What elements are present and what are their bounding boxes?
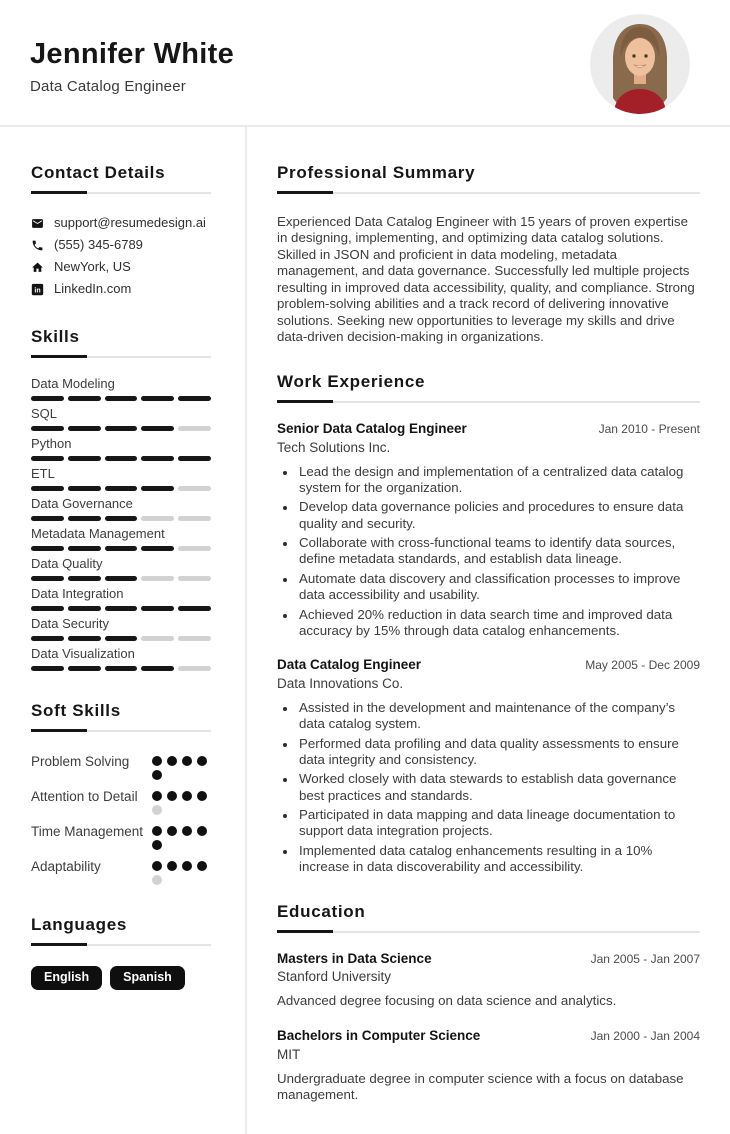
language-badge: Spanish — [110, 966, 185, 990]
contact-row-email — [31, 215, 211, 231]
skill-bar-segment — [178, 456, 211, 461]
skill-label: Metadata Management — [31, 526, 165, 541]
job-bullet-list — [277, 700, 700, 875]
summary-heading: Professional Summary — [277, 163, 700, 194]
soft-skill-item — [31, 752, 211, 780]
languages-section — [31, 915, 211, 990]
bullet-item: • Develop data governance policies and procedures to ensure data quality and security. — [297, 499, 700, 532]
rating-dot — [152, 805, 162, 815]
rating-dot — [152, 826, 162, 836]
rating-dot — [152, 840, 162, 850]
soft-skill-item — [31, 822, 211, 850]
skill-bar-segment — [68, 486, 101, 491]
skill-bar-segment — [31, 456, 64, 461]
skill-bar-segment — [31, 546, 64, 551]
education-header — [277, 951, 700, 968]
skill-bar-segment — [31, 396, 64, 401]
skill-bar-segment — [178, 396, 211, 401]
contact-email-text: support@resumedesign.ai — [54, 215, 206, 230]
education-header — [277, 1028, 700, 1045]
education-description: Undergraduate degree in computer science with a focus on database management. — [277, 1070, 684, 1103]
email-icon — [31, 217, 44, 230]
skill-bar-segment — [31, 606, 64, 611]
contact-section — [31, 163, 211, 297]
skill-bar-segment — [68, 546, 101, 551]
skill-bar-segment — [178, 636, 211, 641]
rating-dot — [197, 861, 207, 871]
skill-bar-segment — [68, 606, 101, 611]
skill-bar-segment — [31, 636, 64, 641]
skill-bar-segment — [105, 666, 138, 671]
skill-bar — [31, 636, 211, 641]
skill-item — [31, 406, 211, 431]
soft-skill-item — [31, 857, 211, 885]
school-name: Stanford University — [277, 969, 392, 985]
skill-bar-segment — [141, 396, 174, 401]
education-entry — [277, 951, 700, 1010]
skill-label: ETL — [31, 466, 55, 481]
profile-photo — [590, 14, 690, 114]
skill-bar-segment — [68, 636, 101, 641]
skill-bar-segment — [105, 486, 138, 491]
bullet-item: • Collaborate with cross-functional teams to identify data sources, define metadata standards, and establish data lineage. — [297, 535, 700, 568]
skill-label: Data Integration — [31, 586, 124, 601]
rating-dot — [167, 791, 177, 801]
soft-skill-label: Adaptability — [31, 859, 101, 874]
skill-bar-segment — [68, 456, 101, 461]
skill-bar-segment — [68, 576, 101, 581]
languages-heading: Languages — [31, 915, 211, 946]
rating-dot — [197, 756, 207, 766]
skill-item — [31, 586, 211, 611]
bullet-item: • Automate data discovery and classification processes to improve data accessibility and usability. — [297, 571, 700, 604]
skill-label: Data Governance — [31, 496, 133, 511]
main-column — [247, 127, 730, 1134]
skill-bar-segment — [105, 456, 138, 461]
skill-bar-segment — [68, 666, 101, 671]
bullet-item: • Implemented data catalog enhancements resulting in a 10% increase in data discoverability and accessibility. — [297, 843, 700, 876]
rating-dot — [167, 861, 177, 871]
degree-title: Bachelors in Computer Science — [277, 1027, 481, 1043]
skill-bar-segment — [141, 516, 174, 521]
soft-skill-item — [31, 787, 211, 815]
job-dates: May 2005 - Dec 2009 — [585, 658, 700, 673]
skill-label: Python — [31, 436, 72, 451]
skill-item — [31, 526, 211, 551]
bullet-item: • Lead the design and implementation of a centralized data catalog system for the organization. — [297, 464, 700, 497]
skills-heading: Skills — [31, 327, 211, 358]
skill-bar-segment — [141, 546, 174, 551]
skill-bar — [31, 546, 211, 551]
bullet-item: • Performed data profiling and data quality assessments to ensure data integrity and consistency. — [297, 736, 700, 769]
skill-bar — [31, 516, 211, 521]
contact-row-location — [31, 259, 211, 275]
contact-linkedin-text: LinkedIn.com — [54, 281, 132, 296]
skill-bar-segment — [31, 666, 64, 671]
contact-row-phone — [31, 237, 211, 253]
school-name: MIT — [277, 1046, 301, 1062]
skill-bar — [31, 576, 211, 581]
soft-skills-section — [31, 701, 211, 885]
resume-header — [0, 0, 730, 127]
rating-dot — [152, 770, 162, 780]
skills-section — [31, 327, 211, 671]
skills-list — [31, 376, 211, 671]
job-bullet-list — [277, 464, 700, 639]
job-title: Senior Data Catalog Engineer — [277, 420, 467, 436]
skill-bar — [31, 396, 211, 401]
skill-bar-segment — [68, 396, 101, 401]
rating-dot — [152, 756, 162, 766]
education-description: Advanced degree focusing on data science and analytics. — [277, 993, 617, 1009]
job-company: Tech Solutions Inc. — [277, 439, 391, 455]
contact-row-linkedin — [31, 281, 211, 297]
rating-dot — [167, 756, 177, 766]
skill-item — [31, 436, 211, 461]
skill-bar-segment — [105, 636, 138, 641]
skill-bar — [31, 456, 211, 461]
summary-section — [277, 163, 700, 346]
skill-bar-segment — [105, 396, 138, 401]
job-company: Data Innovations Co. — [277, 676, 404, 692]
languages-list — [31, 966, 211, 990]
skill-bar-segment — [141, 426, 174, 431]
rating-dot — [197, 826, 207, 836]
skill-bar — [31, 666, 211, 671]
skill-bar-segment — [178, 486, 211, 491]
rating-dot — [182, 861, 192, 871]
bullet-item: • Worked closely with data stewards to establish data governance best practices and standards. — [297, 771, 700, 804]
skill-bar-segment — [141, 606, 174, 611]
rating-dot — [152, 861, 162, 871]
skill-bar — [31, 426, 211, 431]
bullet-item: • Assisted in the development and maintenance of the company’s data catalog system. — [297, 700, 700, 733]
soft-skill-label: Attention to Detail — [31, 789, 138, 804]
skill-bar-segment — [31, 516, 64, 521]
experience-section — [277, 372, 700, 876]
skill-bar-segment — [105, 546, 138, 551]
education-entry — [277, 1028, 700, 1104]
job-header — [277, 421, 700, 438]
job-entry — [277, 421, 700, 639]
soft-skill-dots — [152, 752, 210, 780]
education-dates: Jan 2000 - Jan 2004 — [590, 1028, 700, 1043]
contact-location-text: NewYork, US — [54, 259, 131, 274]
svg-text:in: in — [34, 286, 41, 294]
rating-dot — [182, 826, 192, 836]
person-name: Jennifer White — [30, 38, 234, 70]
skill-bar-segment — [68, 516, 101, 521]
rating-dot — [167, 826, 177, 836]
skill-bar-segment — [178, 426, 211, 431]
content-columns — [0, 127, 730, 1134]
soft-skill-dots — [152, 787, 210, 815]
contact-heading: Contact Details — [31, 163, 211, 194]
skill-bar-segment — [105, 576, 138, 581]
bullet-item: • Achieved 20% reduction in data search time and improved data accuracy by 15% through data catalog enhancements. — [297, 607, 700, 640]
skill-bar-segment — [105, 516, 138, 521]
job-entry — [277, 657, 700, 875]
soft-skill-dots — [152, 857, 210, 885]
skill-label: Data Visualization — [31, 646, 135, 661]
skill-item — [31, 646, 211, 671]
skill-bar-segment — [141, 456, 174, 461]
linkedin-icon — [31, 283, 44, 296]
education-heading: Education — [277, 902, 700, 933]
job-dates: Jan 2010 - Present — [598, 421, 700, 436]
skill-bar-segment — [105, 426, 138, 431]
skill-bar-segment — [31, 486, 64, 491]
phone-icon — [31, 239, 44, 252]
skill-bar — [31, 606, 211, 611]
rating-dot — [182, 756, 192, 766]
soft-skill-dots — [152, 822, 210, 850]
skill-bar-segment — [178, 516, 211, 521]
sidebar — [0, 127, 247, 1134]
skill-item — [31, 376, 211, 401]
home-icon — [31, 261, 44, 274]
skill-label: Data Quality — [31, 556, 103, 571]
skill-bar-segment — [105, 606, 138, 611]
skill-bar-segment — [141, 486, 174, 491]
soft-skills-heading: Soft Skills — [31, 701, 211, 732]
bullet-item: • Participated in data mapping and data lineage documentation to support data integration projects. — [297, 807, 700, 840]
summary-text: Experienced Data Catalog Engineer with 15 years of proven expertise in designing, implementing, and optimizing data catalog solutions. Skilled in JSON and proficient in data modeling, metadata management, and data governance. Successfully led multiple projects resulting in improved data accessibility, quality, and compliance. Strong problem-solving abilities and a track record of delivering innovative solutions. Seeking new opportunities to leverage my skills and drive data-driven decision-making in organizations. — [277, 214, 695, 345]
skill-bar-segment — [178, 606, 211, 611]
identity-block — [30, 14, 234, 95]
skill-item — [31, 556, 211, 581]
experience-heading: Work Experience — [277, 372, 700, 403]
skill-bar — [31, 486, 211, 491]
skill-item — [31, 496, 211, 521]
education-dates: Jan 2005 - Jan 2007 — [590, 951, 700, 966]
skill-item — [31, 616, 211, 641]
contact-phone-text: (555) 345-6789 — [54, 237, 143, 252]
skill-bar-segment — [178, 666, 211, 671]
job-title: Data Catalog Engineer — [277, 657, 422, 673]
education-section — [277, 902, 700, 1105]
rating-dot — [182, 791, 192, 801]
contact-list — [31, 215, 211, 297]
skill-item — [31, 466, 211, 491]
skill-bar-segment — [31, 576, 64, 581]
skill-label: Data Modeling — [31, 376, 115, 391]
person-job-title: Data Catalog Engineer — [30, 78, 186, 95]
rating-dot — [152, 791, 162, 801]
skill-bar-segment — [141, 636, 174, 641]
soft-skill-label: Time Management — [31, 824, 144, 839]
skill-bar-segment — [68, 426, 101, 431]
skill-bar-segment — [141, 666, 174, 671]
rating-dot — [152, 875, 162, 885]
skill-bar-segment — [178, 576, 211, 581]
skill-bar-segment — [141, 576, 174, 581]
skill-bar-segment — [31, 426, 64, 431]
language-badge: English — [31, 966, 102, 990]
profile-photo-illustration — [590, 14, 690, 114]
job-header — [277, 657, 700, 674]
skill-label: Data Security — [31, 616, 110, 631]
skill-bar-segment — [178, 546, 211, 551]
skill-label: SQL — [31, 406, 58, 421]
degree-title: Masters in Data Science — [277, 950, 432, 966]
soft-skills-list — [31, 752, 211, 885]
rating-dot — [197, 791, 207, 801]
soft-skill-label: Problem Solving — [31, 754, 130, 769]
